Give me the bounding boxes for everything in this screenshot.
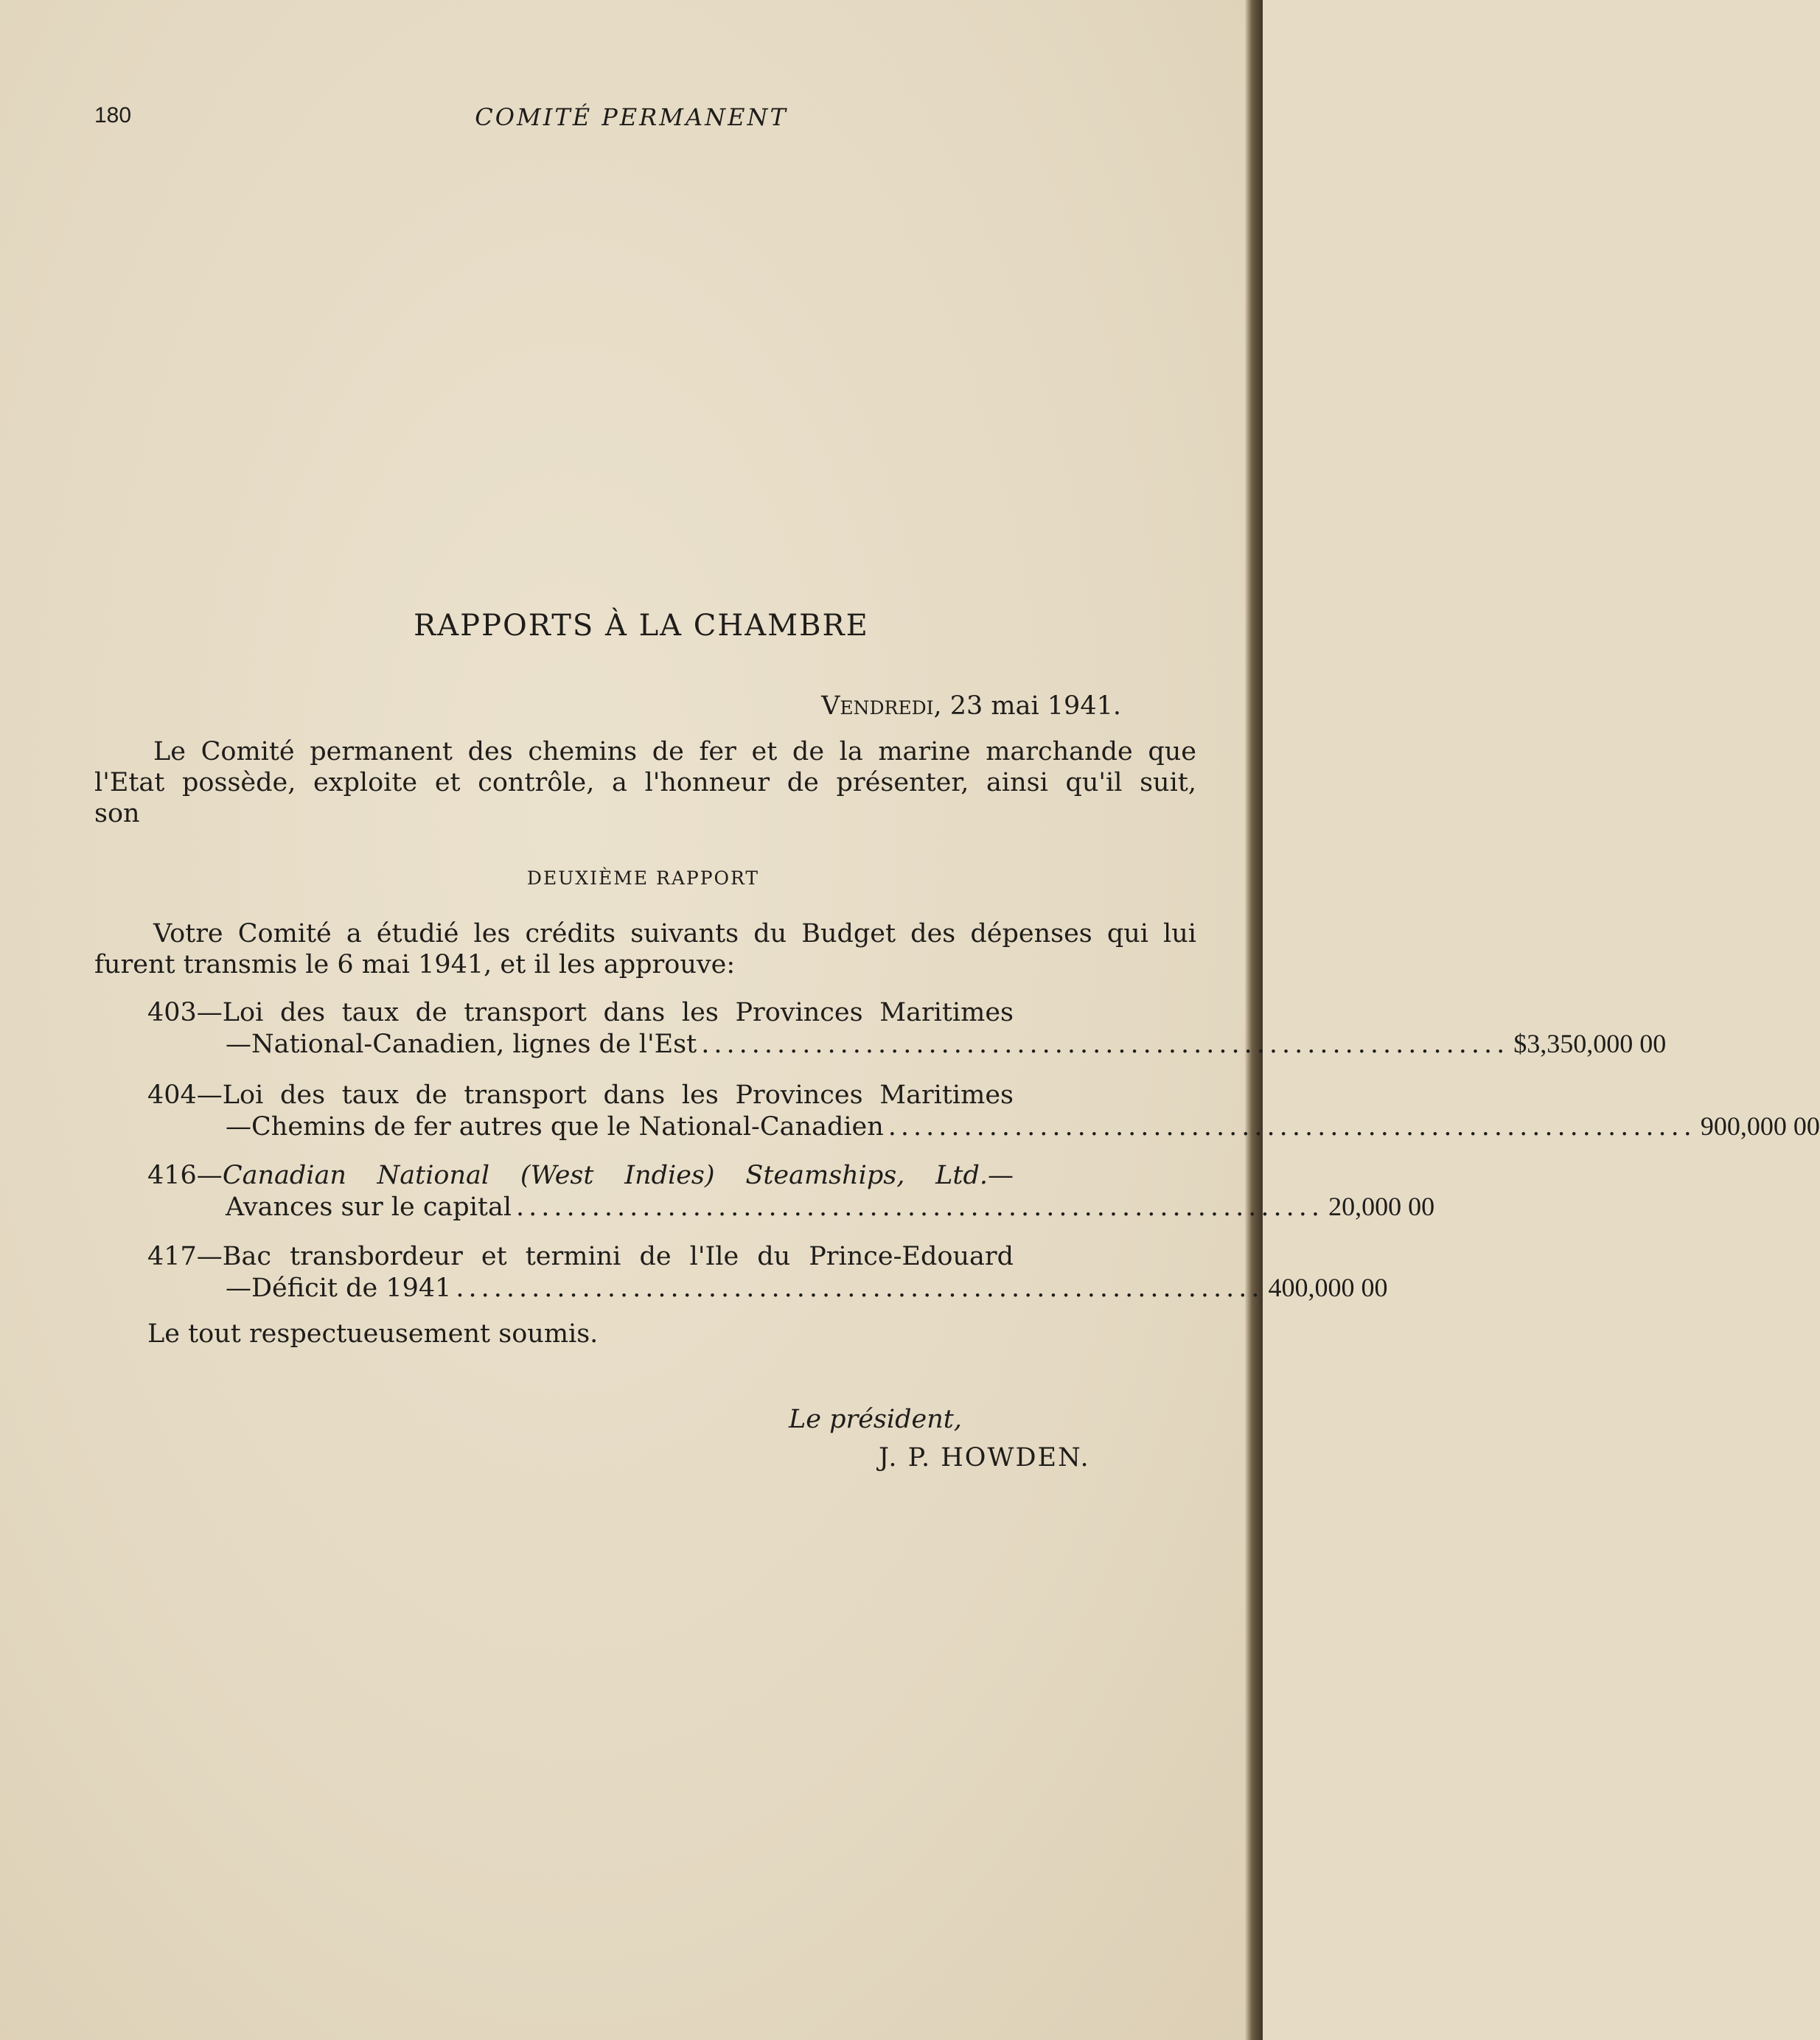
dot-leader: ................................................................	[701, 1030, 1510, 1059]
date-rest: , 23 mai 1941.	[933, 691, 1121, 721]
body-line-1: Votre Comité a étudié les crédits suivants du Budget des dépenses qui lui	[153, 919, 1196, 949]
dot-leader: ................................................................	[888, 1112, 1696, 1142]
item-description: Avances sur le capital	[226, 1192, 512, 1222]
report-date	[821, 691, 1121, 721]
page-number: 180	[94, 103, 132, 128]
budget-item-403	[147, 997, 1667, 1060]
intro-line-1: Le Comité permanent des chemins de fer et de la marine marchande que	[153, 737, 1196, 766]
item-title-prefix: 416—	[147, 1161, 223, 1190]
item-title	[147, 1160, 1014, 1191]
body-line-2: furent transmis le 6 mai 1941, et il les approuve:	[94, 950, 736, 979]
item-line	[147, 1191, 1435, 1223]
item-amount: $3,350,000 00	[1513, 1029, 1667, 1058]
intro-paragraph	[94, 736, 1196, 829]
item-title-suffix: —	[988, 1161, 1014, 1190]
item-description: —National-Canadien, lignes de l'Est	[226, 1030, 697, 1059]
section-title: RAPPORTS À LA CHAMBRE	[414, 609, 869, 643]
running-head: COMITÉ PERMANENT	[475, 103, 788, 131]
dot-leader: ................................................................	[516, 1192, 1325, 1222]
page-edge	[1245, 0, 1263, 2040]
item-amount: 20,000 00	[1328, 1192, 1435, 1221]
item-title-italic: Canadian National (West Indies) Steamships, Ltd.	[222, 1161, 988, 1190]
report-subtitle: DEUXIÈME RAPPORT	[526, 867, 760, 889]
item-amount: 400,000 00	[1268, 1273, 1388, 1302]
closing-line: Le tout respectueusement soumis.	[147, 1319, 599, 1349]
item-title: 417—Bac transbordeur et termini de l'Ile du Prince-Edouard	[147, 1242, 1014, 1271]
item-line	[147, 1028, 1667, 1060]
item-line	[147, 1272, 1388, 1304]
intro-line-3: son	[94, 799, 140, 828]
dot-leader: ................................................................	[456, 1274, 1264, 1303]
budget-item-417	[147, 1241, 1388, 1304]
date-day: Vendredi	[821, 691, 934, 721]
item-description: —Chemins de fer autres que le National-Canadien	[226, 1112, 884, 1142]
item-line	[147, 1111, 1820, 1142]
body-paragraph	[94, 918, 1196, 980]
item-title: 403—Loi des taux de transport dans les Provinces Maritimes	[147, 998, 1014, 1027]
item-title: 404—Loi des taux de transport dans les Provinces Maritimes	[147, 1080, 1014, 1110]
item-amount: 900,000 00	[1700, 1111, 1820, 1141]
budget-item-404	[147, 1080, 1820, 1142]
item-description: —Déficit de 1941	[226, 1274, 452, 1303]
signature-role: Le président,	[789, 1405, 962, 1434]
budget-item-416	[147, 1160, 1435, 1223]
intro-line-2: l'Etat possède, exploite et contrôle, a l'honneur de présenter, ainsi qu'il suit,	[94, 768, 1196, 797]
signature-name: J. P. HOWDEN.	[879, 1443, 1090, 1473]
